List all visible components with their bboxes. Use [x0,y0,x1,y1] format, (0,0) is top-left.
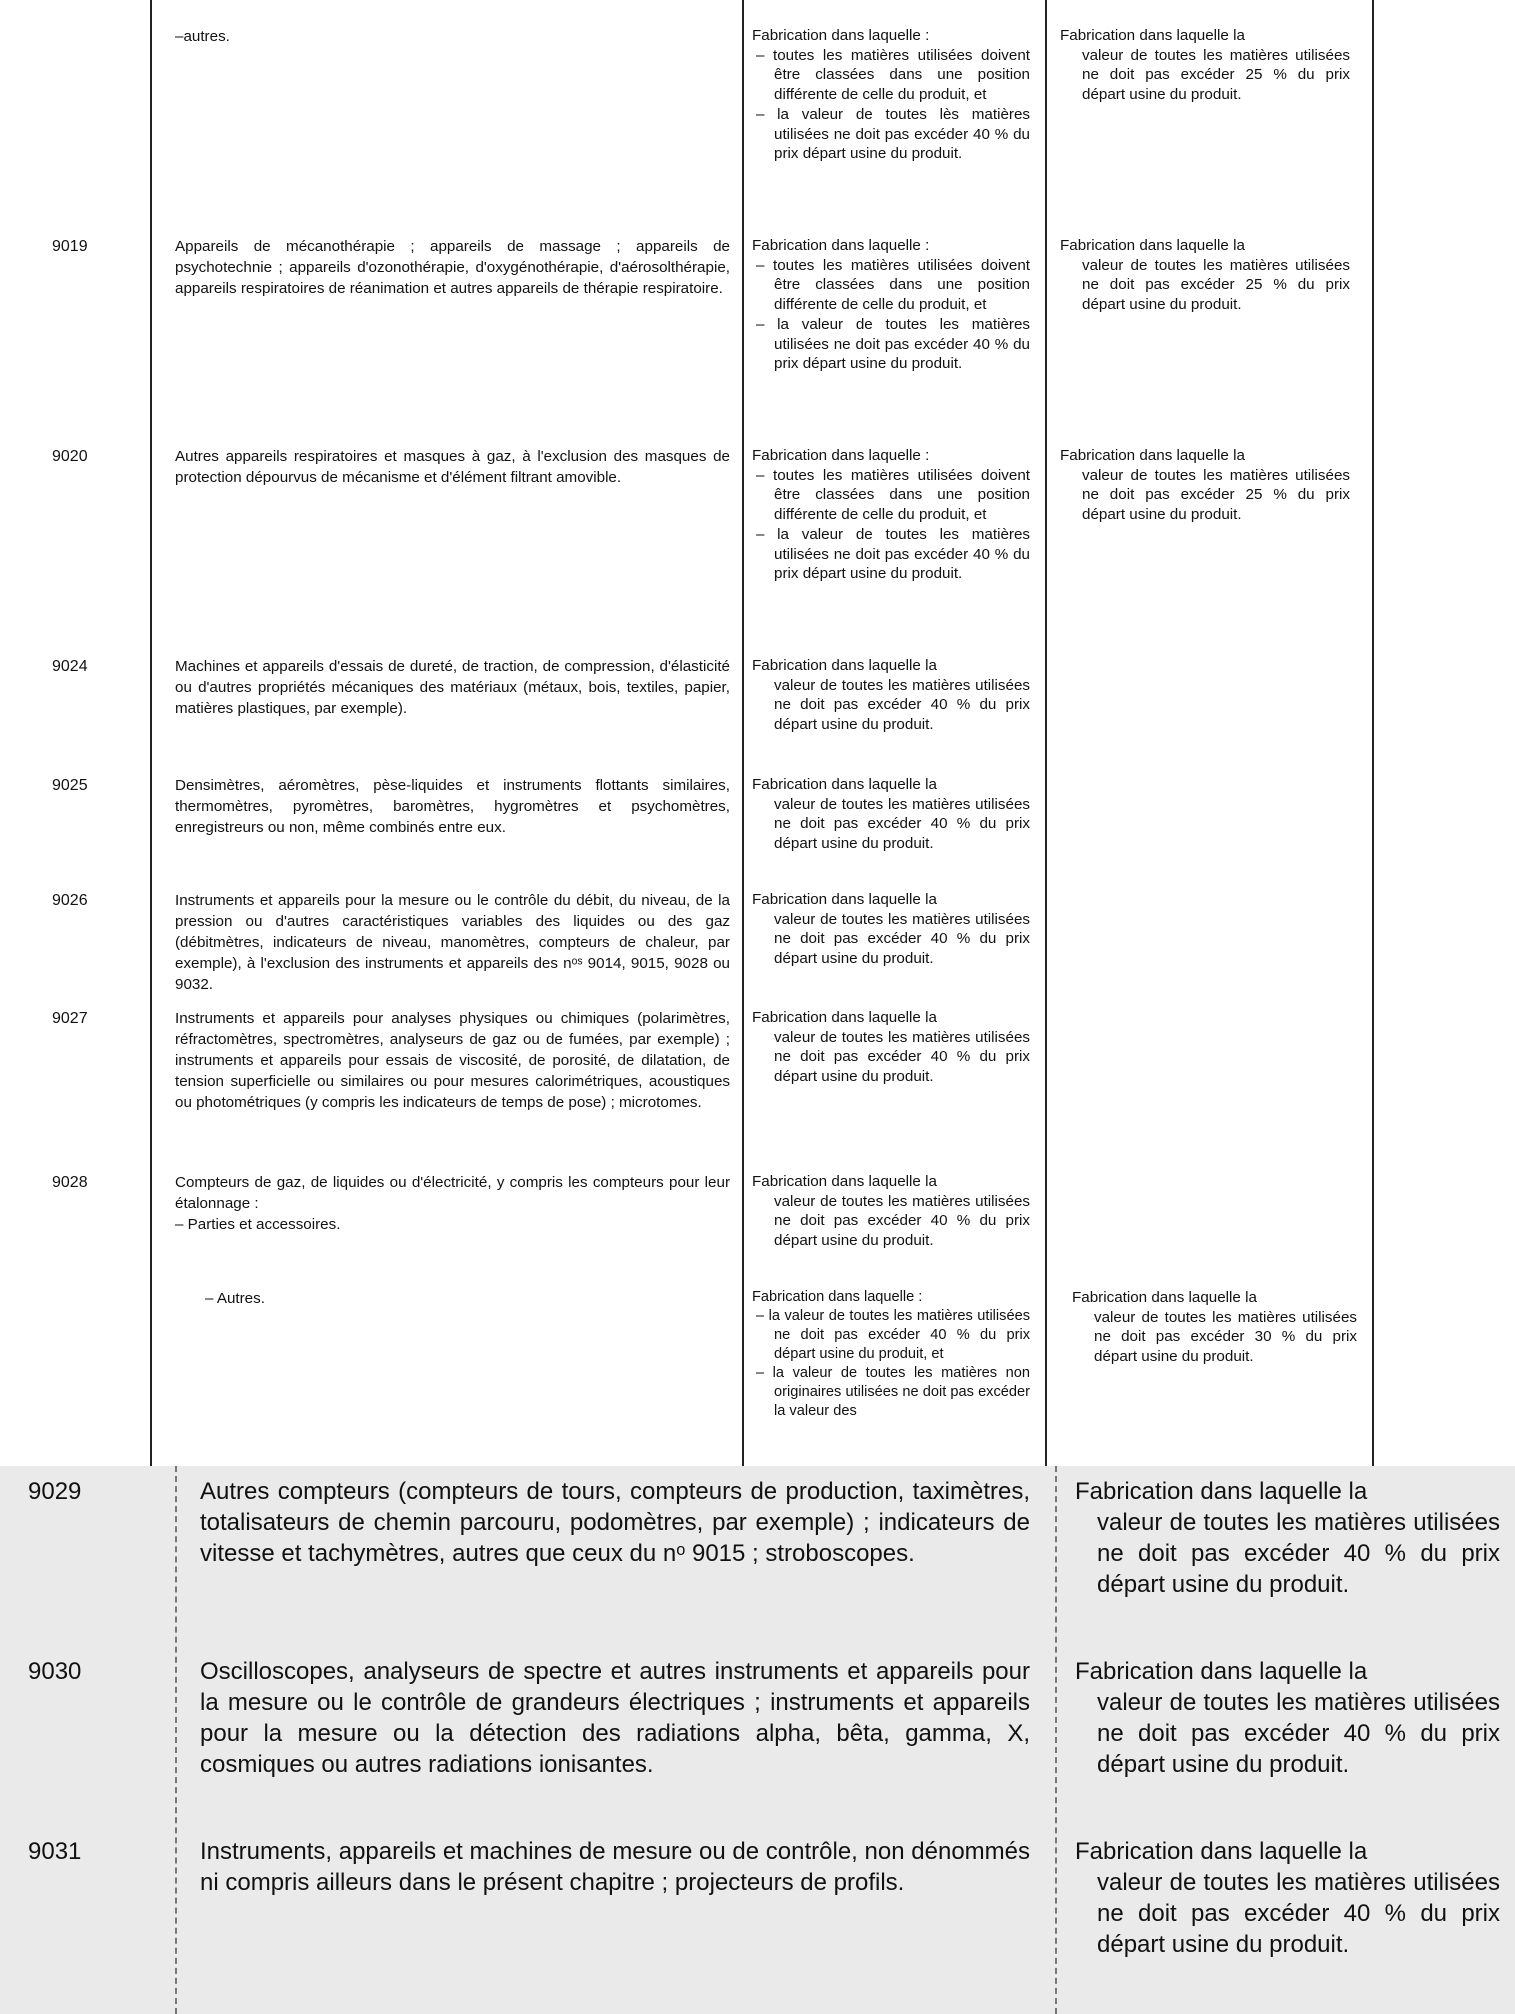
lower-table [0,1466,1515,2014]
row-description: Machines et appareils d'essais de dureté, de traction, de compression, d'élasticité ou d'autres propriétés mécaniques des matériaux (métaux, bois, textiles, papier, matières plastiques, par exemple). [175,658,730,717]
rule-text: valeur de toutes les matières utilisées ne doit pas excéder 40 % du prix départ usine du produit. [774,676,1030,734]
column-divider [150,0,152,1466]
rule-text: Fabrication dans laquelle : [752,447,930,464]
row-description [175,1172,730,1235]
row-description-text: Compteurs de gaz, de liquides ou d'électricité, y compris les compteurs pour leur étalonnage : [175,1174,730,1212]
rule-text: Fabrication dans laquelle la [752,776,937,793]
rule-text: valeur de toutes les matières utilisées ne doit pas excéder 40 % du prix départ usine du produit. [1097,1869,1500,1958]
rule-bullet: – la valeur de toutes les matières utilisées ne doit pas excéder 40 % du prix départ usine du produit, et [756,1308,1030,1362]
row-code: 9024 [52,658,88,675]
row-description: –autres. [175,28,230,45]
rule-text: valeur de toutes les matières utilisées ne doit pas excéder 25 % du prix départ usine du produit. [1082,466,1350,524]
column-divider [742,0,744,1466]
row-code: 9020 [52,448,88,465]
row-code: 9027 [52,1010,88,1027]
row-description: Autres compteurs (compteurs de tours, compteurs de production, taximètres, totalisateurs de chemin parcouru, podomètres, par exemple) ; indicateurs de vitesse et tachymètres, autres que ceux du nᵒ 9015 ; stroboscopes. [200,1478,1030,1567]
rule-text: Fabrication dans laquelle : [752,1289,923,1305]
row-description: Densimètres, aéromètres, pèse-liquides et instruments flottants similaires, thermomètres, pyromètres, baromètres, hygromètres et psychomètres, enregistreurs ou non, même combinés entre eux. [175,777,730,836]
row-rule-col3 [752,656,1030,735]
rule-text: Fabrication dans laquelle la [1060,447,1245,464]
row-description: Appareils de mécanothérapie ; appareils de massage ; appareils de psychotechnie ; appareils d'ozonothérapie, d'oxygénothérapie, d'aérosolthérapie, appareils respiratoires de réanimation et autres appareils de thérapie respiratoire. [175,238,730,297]
row-rule-col4 [1060,236,1350,315]
row-rule-col4 [1060,26,1350,105]
rule-text: Fabrication dans laquelle la [752,657,937,674]
row-rule-col3 [752,775,1030,854]
rule-text: valeur de toutes les matières utilisées ne doit pas excéder 25 % du prix départ usine du produit. [1082,256,1350,314]
rule-text: Fabrication dans laquelle la [1072,1289,1257,1306]
column-divider [1372,0,1374,1466]
row-rule-col4 [1060,446,1350,525]
row-description: Oscilloscopes, analyseurs de spectre et autres instruments et appareils pour la mesure ou le contrôle de grandeurs électriques ; instruments et appareils pour la mesure ou la détection des radiations alpha, bêta, gamma, X, cosmiques ou autres radiations ionisantes. [200,1658,1030,1778]
row-sub-item: – Parties et accessoires. [175,1216,341,1233]
rule-bullet: – toutes les matières utilisées doivent être classées dans une position différente de celle du produit, et [756,466,1030,524]
row-description: Autres appareils respiratoires et masques à gaz, à l'exclusion des masques de protection dépourvus de mécanisme et d'élément filtrant amovible. [175,448,730,486]
rule-text: valeur de toutes les matières utilisées ne doit pas excéder 25 % du prix départ usine du produit. [1082,46,1350,104]
rule-bullet: – toutes les matières utilisées doivent être classées dans une position différente de celle du produit, et [756,256,1030,314]
rule-text: valeur de toutes les matières utilisées ne doit pas excéder 40 % du prix départ usine du produit. [774,910,1030,968]
row-code: 9029 [28,1478,82,1505]
rule-text: Fabrication dans laquelle : [752,237,930,254]
rule-text: valeur de toutes les matières utilisées ne doit pas excéder 40 % du prix départ usine du produit. [774,1028,1030,1086]
row-rule [1075,1656,1500,1780]
row-rule-col3 [752,236,1030,374]
row-rule-col4 [1072,1288,1357,1367]
row-rule [1075,1476,1500,1600]
row-code: 9031 [28,1838,82,1865]
rule-text: Fabrication dans laquelle la [1060,27,1245,44]
rule-text: Fabrication dans laquelle la [1075,1478,1368,1505]
rule-bullet: – la valeur de toutes les matières utilisées ne doit pas excéder 40 % du prix départ usine du produit. [756,525,1030,583]
row-description: Instruments, appareils et machines de mesure ou de contrôle, non dénommés ni compris ailleurs dans le présent chapitre ; projecteurs de profils. [200,1838,1030,1896]
rule-bullet: – toutes les matières utilisées doivent être classées dans une position différente de celle du produit, et [756,46,1030,104]
rule-bullet: – la valeur de toutes les matières non originaires utilisées ne doit pas excéder la valeur des [756,1365,1030,1419]
rule-text: Fabrication dans laquelle la [752,1173,937,1190]
row-description: Instruments et appareils pour analyses physiques ou chimiques (polarimètres, réfractomètres, spectromètres, analyseurs de gaz ou de fumées, par exemple) ; instruments et appareils pour essais de viscosité, de porosité, de dilatation, de tension superficielle ou similaires ou pour mesures calorimétriques, acoustiques ou photométriques (y compris les indicateurs de temps de pose) ; microtomes. [175,1010,730,1111]
column-divider [175,1466,177,2014]
row-description: Instruments et appareils pour la mesure ou le contrôle du débit, du niveau, de la pression ou d'autres caractéristiques variables des liquides ou des gaz (débitmètres, indicateurs de niveau, manomètres, compteurs de chaleur, par exemple), à l'exclusion des instruments et appareils des nᵒˢ 9014, 9015, 9028 ou 9032. [175,892,730,993]
row-code: 9019 [52,238,88,255]
column-divider [1055,1466,1057,2014]
row-rule [1075,1836,1500,1960]
rule-bullet: – la valeur de toutes lès matières utilisées ne doit pas excéder 40 % du prix départ usine du produit. [756,105,1030,163]
rule-text: Fabrication dans laquelle la [1060,237,1245,254]
row-code: 9026 [52,892,88,909]
rule-text: Fabrication dans laquelle la [752,1009,937,1026]
rule-text: Fabrication dans laquelle la [1075,1658,1368,1685]
row-rule-col3 [752,1288,1030,1421]
row-rule-col3 [752,26,1030,164]
rule-text: valeur de toutes les matières utilisées ne doit pas excéder 40 % du prix départ usine du produit. [774,795,1030,853]
rule-text: Fabrication dans laquelle la [752,891,937,908]
row-code: 9025 [52,777,88,794]
rule-text: Fabrication dans laquelle la [1075,1838,1368,1865]
row-rule-col3 [752,890,1030,969]
row-code: 9028 [52,1174,88,1191]
rule-text: Fabrication dans laquelle : [752,27,930,44]
row-description: – Autres. [205,1290,265,1307]
column-divider [1045,0,1047,1466]
row-rule-col3 [752,1172,1030,1251]
row-rule-col3 [752,446,1030,584]
row-rule-col3 [752,1008,1030,1087]
rule-text: valeur de toutes les matières utilisées ne doit pas excéder 40 % du prix départ usine du produit. [1097,1689,1500,1778]
rule-text: valeur de toutes les matières utilisées ne doit pas excéder 40 % du prix départ usine du produit. [774,1192,1030,1250]
row-code: 9030 [28,1658,82,1685]
rule-text: valeur de toutes les matières utilisées ne doit pas excéder 40 % du prix départ usine du produit. [1097,1509,1500,1598]
rule-bullet: – la valeur de toutes les matières utilisées ne doit pas excéder 40 % du prix départ usine du produit. [756,315,1030,373]
rule-text: valeur de toutes les matières utilisées ne doit pas excéder 30 % du prix départ usine du produit. [1094,1308,1357,1366]
